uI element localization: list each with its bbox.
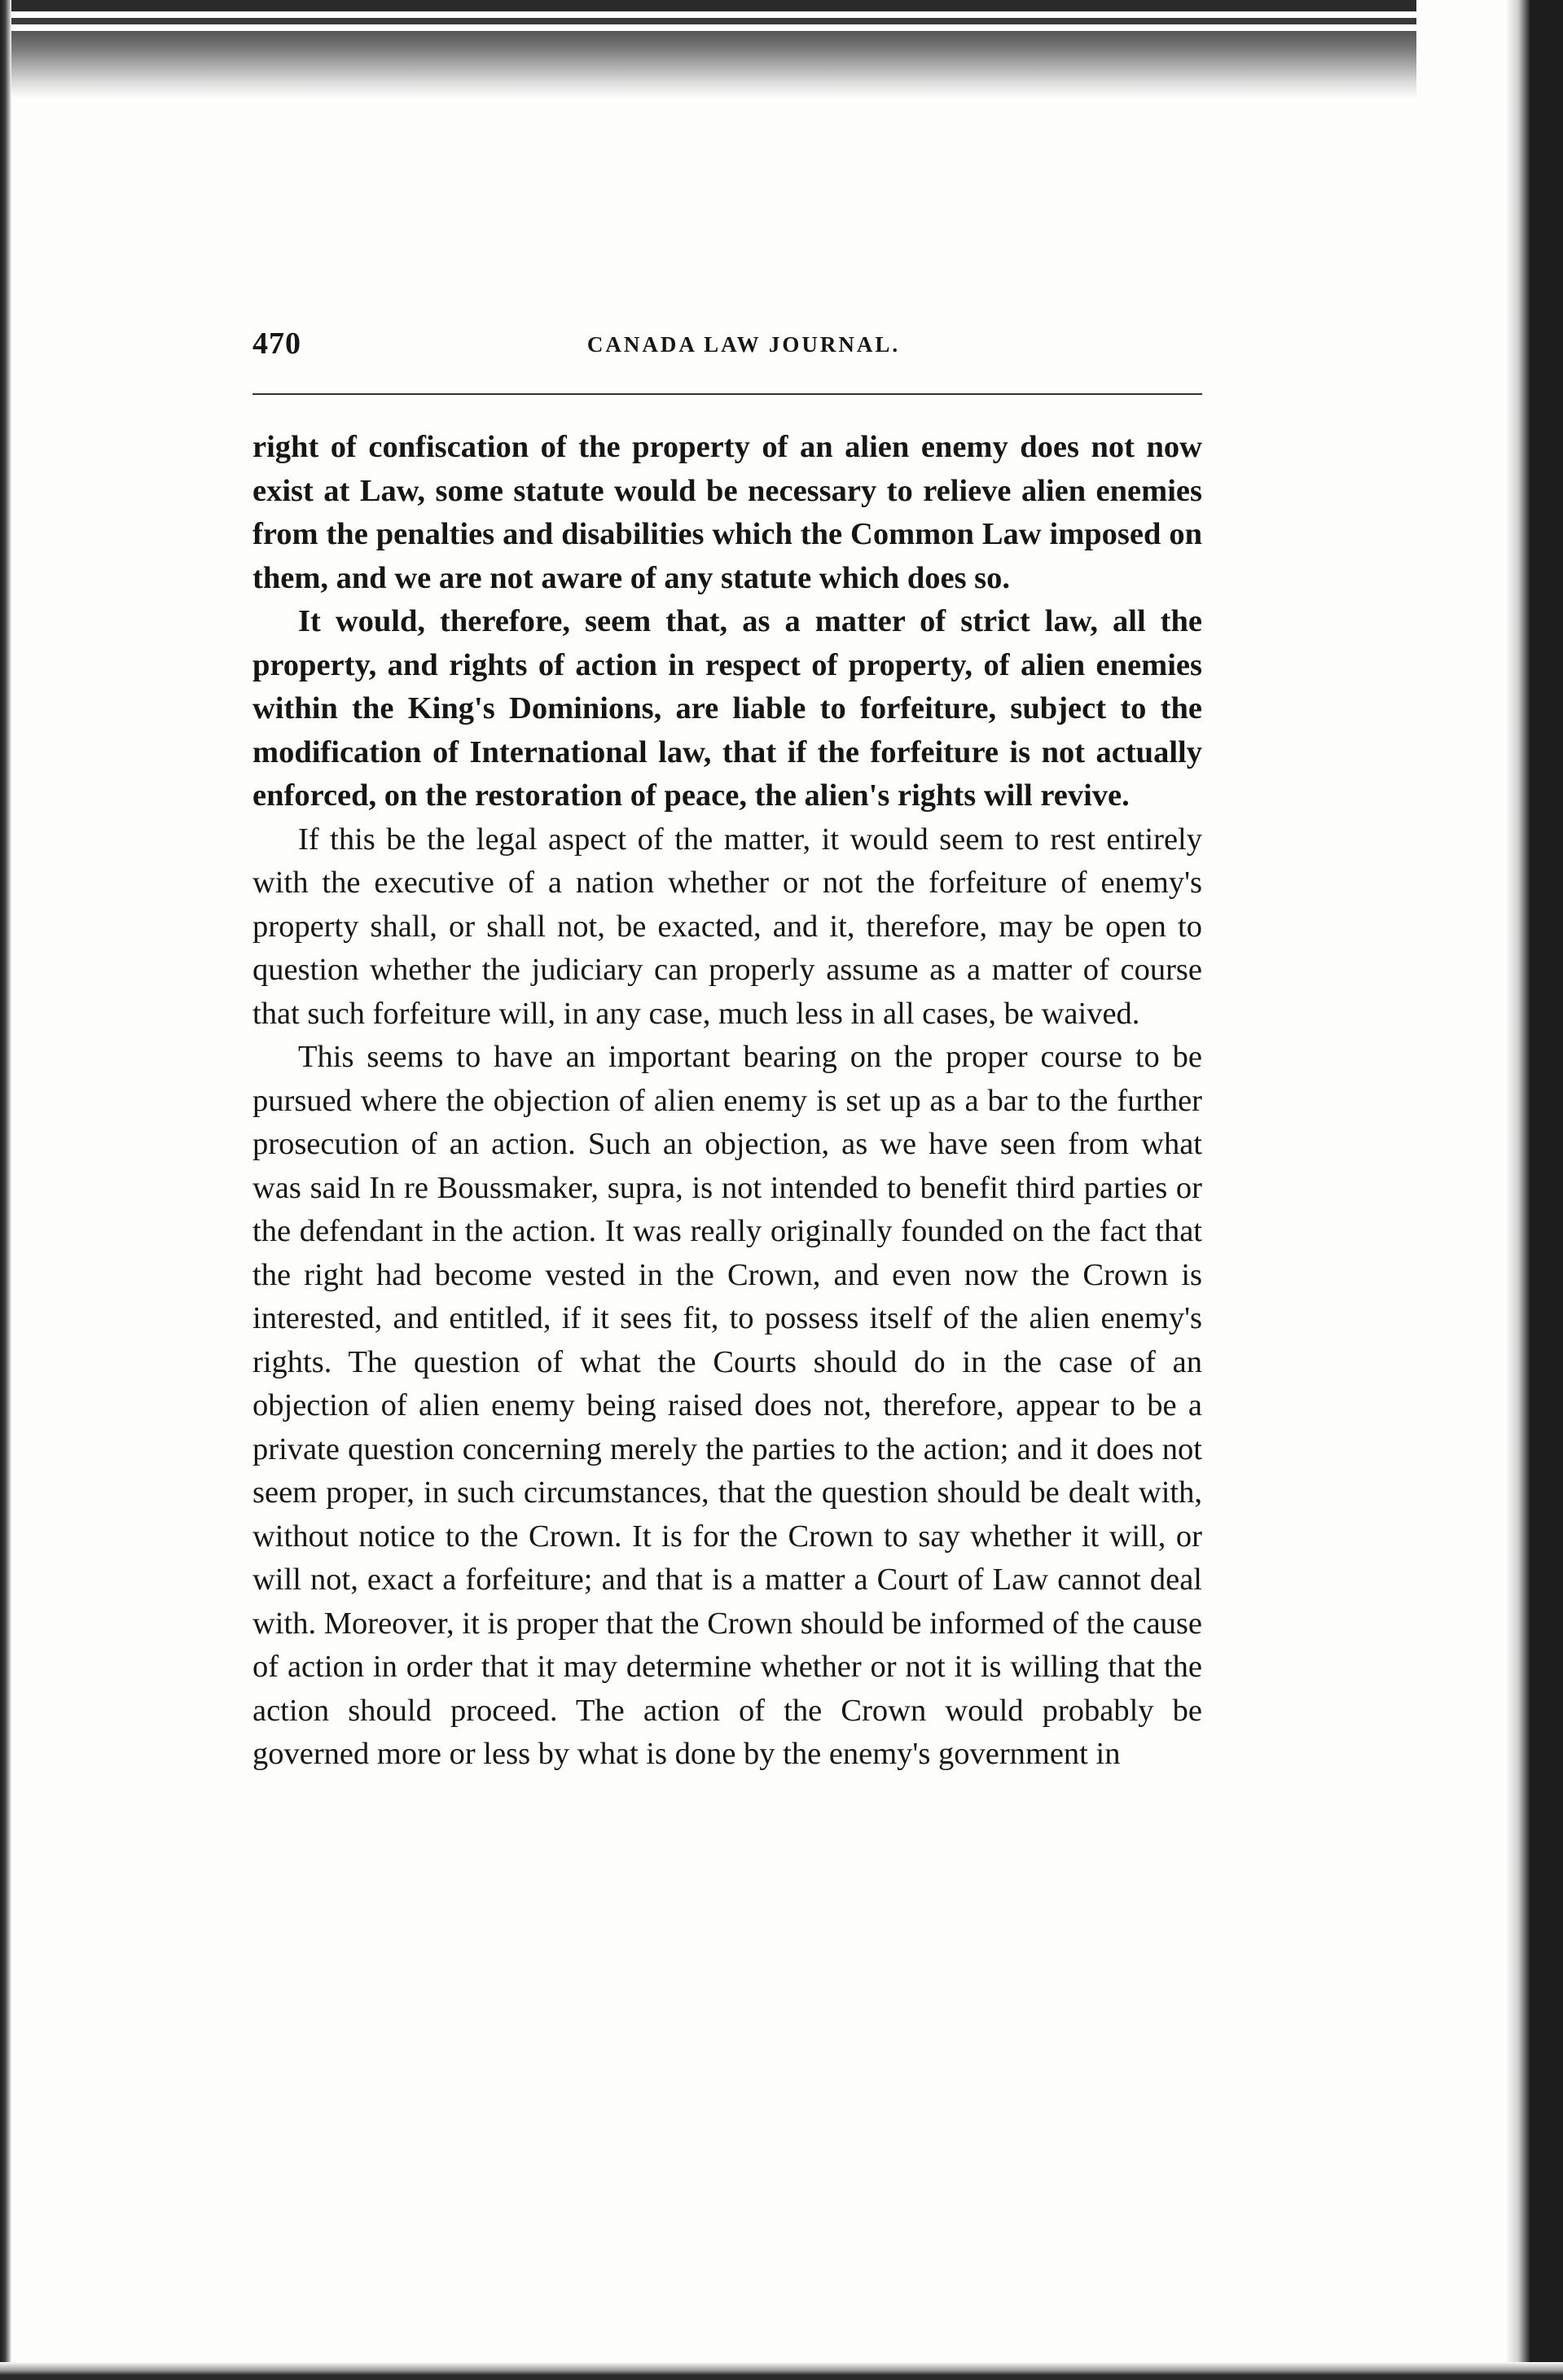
scan-right-edge [1416, 0, 1563, 2380]
running-head: CANADA LAW JOURNAL. [586, 332, 901, 357]
page-header [252, 326, 1202, 375]
paragraph-4: This seems to have an important bearing on the proper course to be pursued where the objection of alien enemy is set up as a bar to the further prosecution of an action. Such an objection, as we have seen from what was said In re Boussmaker, supra, is not intended to benefit third parties or the defendant in the action. It was really originally founded on the fact that the right had become vested in the Crown, and even now the Crown is interested, and entitled, if it sees fit, to possess itself of the alien enemy's rights. The question of what the Courts should do in the case of an objection of alien enemy being raised does not, therefore, appear to be a private question concerning merely the parties to the action; and it does not seem proper, in such circumstances, that the question should be dealt with, without notice to the Crown. It is for the Crown to say whether it will, or will not, exact a forfeiture; and that is a matter a Court of Law cannot deal with. Moreover, it is proper that the Crown should be informed of the cause of action in order that it may determine whether or not it is willing that the action should proceed. The action of the Crown would probably be governed more or less by what is done by the enemy's government in [252, 1040, 1202, 1771]
body-text [252, 426, 1202, 1777]
paragraph-2: It would, therefore, seem that, as a matter of strict law, all the property, and rights of action in respect of property, of alien enemies within the King's Dominions, are liable to forfeiture, subject to the modification of International law, that if the forfeiture is not actually enforced, on the restoration of peace, the alien's rights will revive. [252, 604, 1202, 813]
scan-left-edge [0, 0, 11, 2380]
header-rule [252, 393, 1202, 395]
scan-top-edge [0, 0, 1563, 98]
paragraph-3: If this be the legal aspect of the matter, it would seem to rest entirely with the executive of a nation whether or not the forfeiture of enemy's property shall, or shall not, be exacted, and it, therefore, may be open to question whether the judiciary can properly assume as a matter of course that such forfeiture will, in any case, much less in all cases, be waived. [252, 822, 1202, 1031]
paragraph-1: right of confiscation of the property of an alien enemy does not now exist at Law, some statute would be necessary to relieve alien enemies from the penalties and disabilities which the Common Law imposed on them, and we are not aware of any statute which does so. [252, 430, 1202, 595]
page-number: 470 [252, 327, 301, 361]
scan-bottom-edge [0, 2362, 1563, 2380]
